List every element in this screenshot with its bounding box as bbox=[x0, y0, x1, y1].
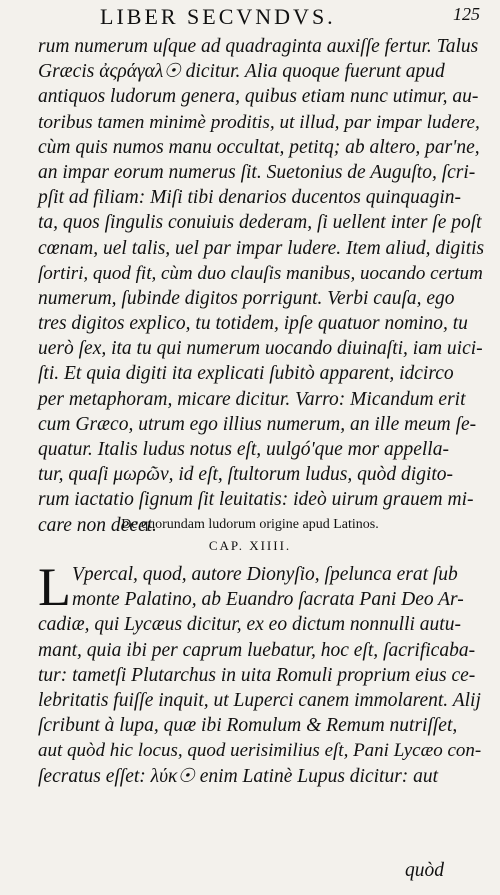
text-line: tur, quaſi μωρῶν, id eſt, ſtultorum ludus, quòd digito- bbox=[38, 464, 454, 486]
text-line: rum numerum uſque ad quadraginta auxiſſe fertur. Talus bbox=[38, 36, 479, 57]
text-line: cœnam, uel talis, uel par impar ludere. Item aliud, digitis bbox=[38, 237, 485, 259]
text-line: per metaphoram, micare dicitur. Varro: Micandum erit bbox=[38, 388, 466, 410]
text-line: aut quòd hic locus, quod uerisimilius eſt, Pani Lycæo con- bbox=[38, 740, 482, 762]
paragraph-2 bbox=[38, 557, 484, 789]
text-line: pſit ad filiam: Miſi tibi denarios ducentos quinquagin- bbox=[38, 187, 462, 209]
text-line: tres digitos explico, tu totidem, ipſe quatuor nomino, tu bbox=[38, 313, 468, 335]
page-number: 125 bbox=[453, 4, 480, 24]
text-line: ſti. Et quia digiti ita explicati ſubitò apparent, idcirco bbox=[38, 363, 454, 385]
text-line: ta, quos ſingulis conuiuis dederam, ſi uellent inter ſe poſt bbox=[38, 212, 482, 234]
text-line: cùm quis numos manu occultat, petitq; ab altero, par'ne, bbox=[38, 136, 480, 158]
text-line: Vpercal, quod, autore Dionyſio, ſpelunca erat ſub bbox=[72, 564, 458, 585]
text-line: rum iactatio ſignum ſit leuitatis: ideò uirum grauem mi- bbox=[38, 489, 474, 511]
chapter-number: CAP. XIIII. bbox=[208, 538, 292, 553]
text-line: mant, quia ibi per caprum luebatur, hoc eſt, ſacrificaba- bbox=[38, 639, 476, 661]
text-line: monte Palatino, ab Euandro ſacrata Pani Deo Ar- bbox=[72, 589, 464, 611]
text-line: uerò ſex, ita tu qui numerum uocando diuinaſti, iam uici- bbox=[38, 338, 483, 360]
text-line: ſcribunt à lupa, quæ ibi Romulum & Remum nutriſſet, bbox=[38, 715, 458, 737]
text-line: ſecratus eſſet: λύκ☉ enim Latinè Lupus dicitur: aut bbox=[38, 765, 439, 787]
text-line: lebritatis fuiſſe inquit, ut Luperci canem immolarent. Alij bbox=[38, 689, 481, 711]
paragraph-1 bbox=[38, 34, 484, 538]
text-line: care non decet. bbox=[38, 514, 157, 536]
text-line: cadiæ, qui Lycæus dicitur, ex eo dictum nonnulli autu- bbox=[38, 614, 461, 636]
page-header bbox=[0, 2, 500, 28]
text-line: numerum, ſubinde digitos porrigunt. Verbi cauſa, ego bbox=[38, 287, 455, 309]
text-line: an impar eorum numerus ſit. Suetonius de Auguſto, ſcri- bbox=[38, 161, 476, 183]
text-line: antiquos ludorum genera, quibus etiam nunc utimur, au- bbox=[38, 86, 479, 108]
catchword: quòd bbox=[405, 860, 444, 881]
drop-cap: L bbox=[38, 557, 71, 617]
text-line: quatur. Italis ludus notus eſt, uulgó'que mor appella- bbox=[38, 439, 449, 460]
text-line: tur: tametſi Plutarchus in uita Romuli proprium eius ce- bbox=[38, 664, 476, 686]
text-line: cum Græco, utrum ego illius numerum, an ille meum ſe- bbox=[38, 413, 477, 435]
text-line: ſortiri, quod fit, cùm duo clauſis manibus, uocando certum bbox=[38, 262, 483, 284]
chapter-heading: De quorundam ludorum origine apud Latinos. bbox=[121, 517, 379, 532]
running-head: LIBER SECVNDVS. bbox=[100, 4, 336, 29]
text-line: Græcis ἀςράγαλ☉ dicitur. Alia quoque fuerunt apud bbox=[38, 61, 445, 83]
text-line: toribus tamen minimè proditis, ut illud, par impar ludere, bbox=[38, 111, 480, 133]
